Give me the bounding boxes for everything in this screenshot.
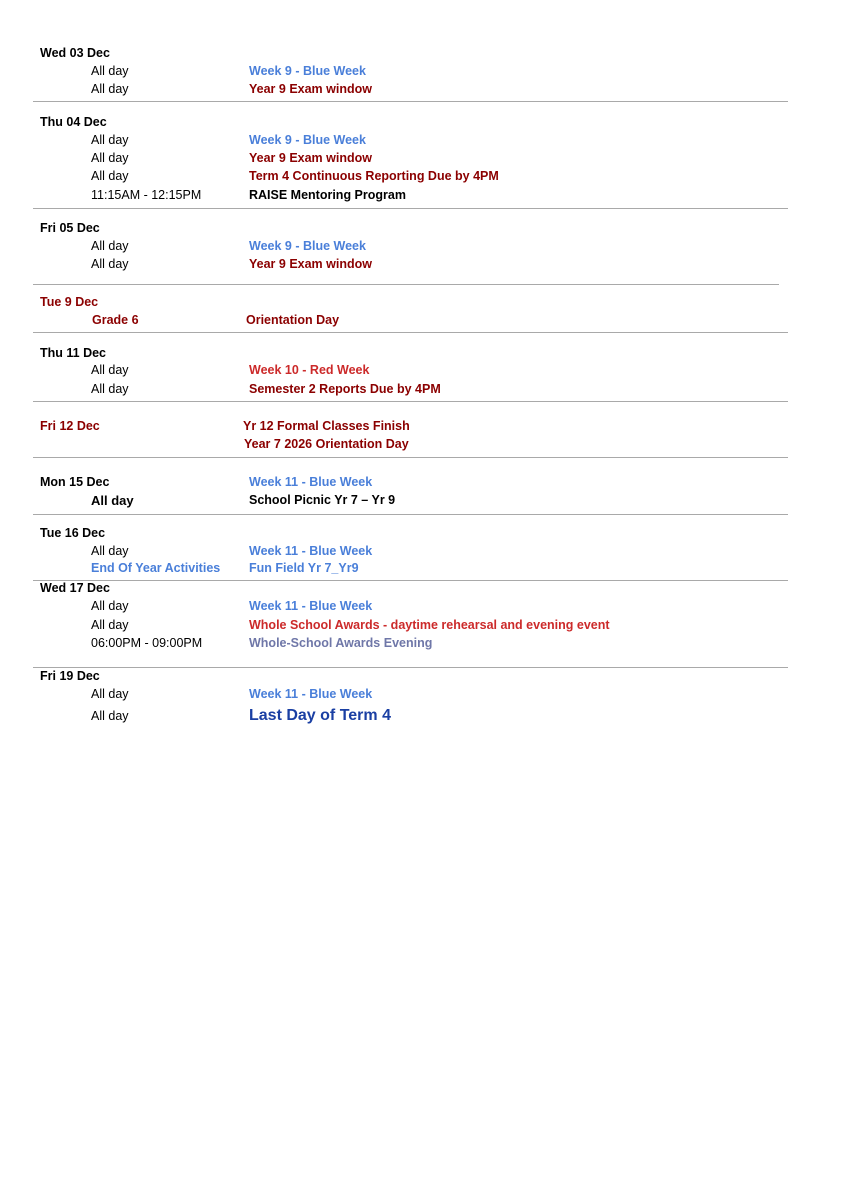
- event-time: All day: [91, 257, 129, 271]
- event-title[interactable]: Year 9 Exam window: [249, 257, 372, 271]
- event-title[interactable]: RAISE Mentoring Program: [249, 188, 406, 202]
- day-header: Mon 15 Dec: [40, 475, 110, 489]
- event-time: All day: [91, 169, 129, 183]
- day-header: Thu 11 Dec: [40, 346, 106, 360]
- day-divider: [33, 457, 788, 458]
- day-divider: [33, 101, 788, 102]
- event-time: All day: [91, 493, 134, 508]
- day-divider: [33, 580, 788, 581]
- event-title[interactable]: Year 9 Exam window: [249, 82, 372, 96]
- event-title[interactable]: Year 9 Exam window: [249, 151, 372, 165]
- event-title[interactable]: Term 4 Continuous Reporting Due by 4PM: [249, 169, 499, 183]
- event-title[interactable]: Week 11 - Blue Week: [249, 687, 373, 701]
- event-title[interactable]: Orientation Day: [246, 313, 340, 327]
- event-title[interactable]: Week 11 - Blue Week: [249, 599, 373, 613]
- event-time: All day: [91, 687, 129, 701]
- event-time: All day: [91, 382, 129, 396]
- event-time: All day: [91, 239, 129, 253]
- event-title[interactable]: Week 9 - Blue Week: [249, 64, 366, 78]
- event-title-last-day[interactable]: Last Day of Term 4: [249, 707, 391, 724]
- event-time: All day: [91, 599, 129, 613]
- event-time: All day: [91, 82, 129, 96]
- event-time: All day: [91, 618, 129, 632]
- event-time: Grade 6: [92, 313, 139, 327]
- event-title[interactable]: Week 10 - Red Week: [249, 363, 370, 377]
- event-title[interactable]: Week 9 - Blue Week: [249, 239, 366, 253]
- day-header: Fri 12 Dec: [40, 419, 100, 433]
- day-header: Tue 9 Dec: [40, 295, 99, 309]
- event-time: All day: [91, 544, 129, 558]
- event-time: 11:15AM - 12:15PM: [91, 188, 202, 202]
- event-title[interactable]: Fun Field Yr 7_Yr9: [249, 561, 359, 575]
- event-title[interactable]: Whole-School Awards Evening: [249, 636, 433, 650]
- day-divider: [33, 401, 788, 402]
- day-divider: [33, 332, 788, 333]
- event-time: All day: [91, 363, 129, 377]
- event-title[interactable]: School Picnic Yr 7 – Yr 9: [249, 493, 396, 507]
- day-divider: [33, 284, 779, 285]
- event-title[interactable]: Week 11 - Blue Week: [249, 544, 373, 558]
- event-title[interactable]: Week 9 - Blue Week: [249, 133, 366, 147]
- day-header: Fri 05 Dec: [40, 221, 100, 235]
- day-divider: [33, 514, 788, 515]
- day-header: Thu 04 Dec: [40, 115, 107, 129]
- event-title[interactable]: Semester 2 Reports Due by 4PM: [249, 382, 441, 396]
- event-title[interactable]: Year 7 2026 Orientation Day: [244, 437, 409, 451]
- event-time: All day: [91, 151, 129, 165]
- event-time: End Of Year Activities: [91, 561, 221, 575]
- event-title[interactable]: Yr 12 Formal Classes Finish: [243, 419, 410, 433]
- day-header: Fri 19 Dec: [40, 669, 100, 683]
- event-title[interactable]: Week 11 - Blue Week: [249, 475, 373, 489]
- event-title[interactable]: Whole School Awards - daytime rehearsal and evening event: [249, 618, 610, 632]
- day-header: Tue 16 Dec: [40, 526, 106, 540]
- day-header: Wed 03 Dec: [40, 46, 110, 60]
- day-header: Wed 17 Dec: [40, 581, 110, 595]
- event-time: All day: [91, 133, 129, 147]
- day-divider: [33, 208, 788, 209]
- event-time: 06:00PM - 09:00PM: [91, 636, 203, 650]
- event-time: All day: [91, 64, 129, 78]
- event-time: All day: [91, 709, 129, 723]
- day-divider: [33, 667, 788, 668]
